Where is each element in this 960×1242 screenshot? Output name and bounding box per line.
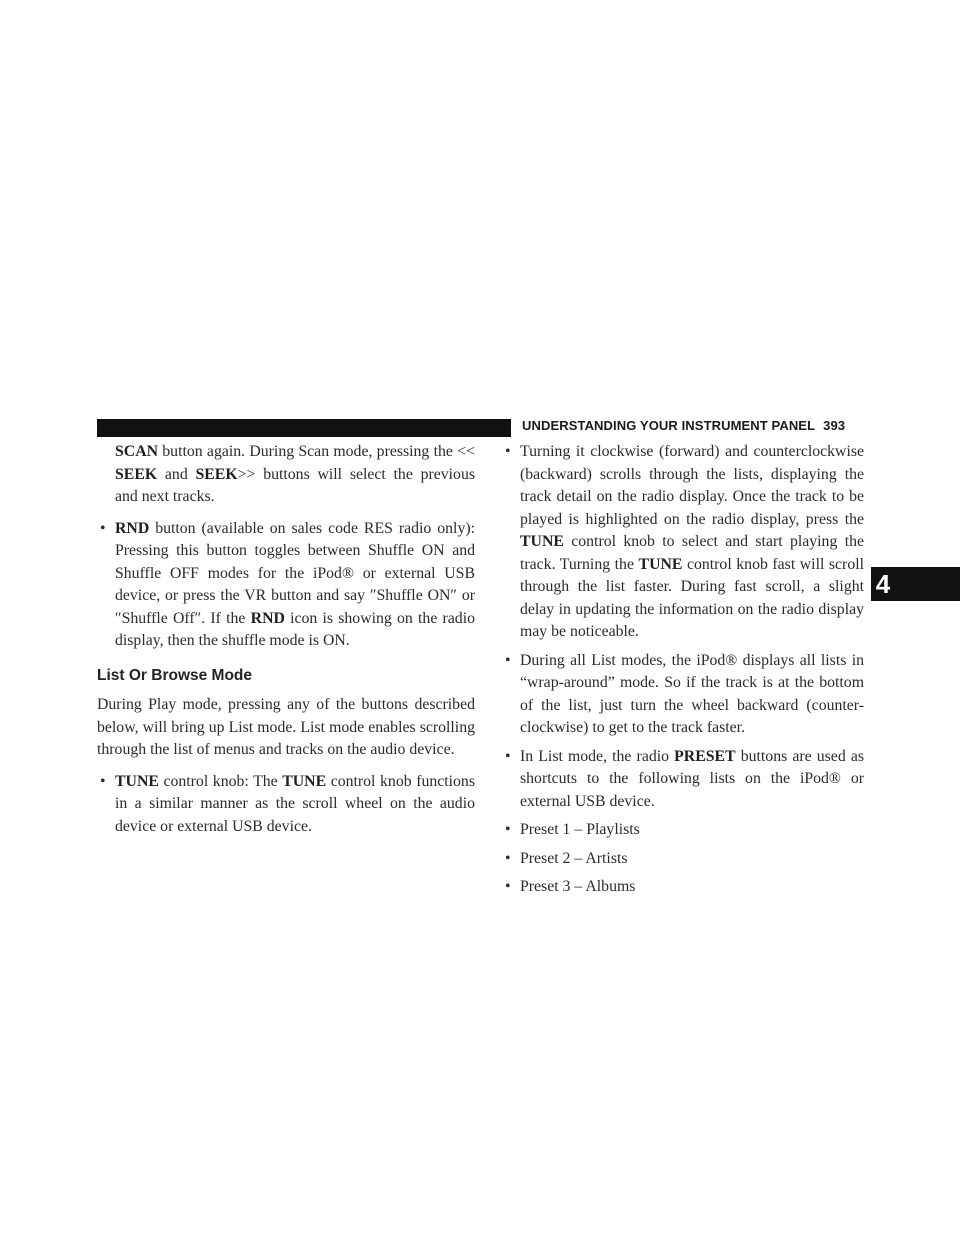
seek-term-1: SEEK — [115, 465, 158, 483]
tune-term-1: TUNE — [115, 772, 159, 790]
turning-text-1: Turning it clockwise (forward) and counterclockwise (backward) scrolls through the lists, displaying the track detail on the radio display. Once the track to be played is highlighted on the radio display, press the — [520, 443, 864, 528]
header-title: UNDERSTANDING YOUR INSTRUMENT PANEL — [522, 418, 816, 433]
bullet-dot: • — [100, 519, 106, 537]
wrap-around-bullet-item — [502, 650, 864, 740]
rnd-text-2: icon is showing on the radio display, then the shuffle mode is ON. — [115, 609, 475, 649]
preset-text-2: buttons are used as shortcuts to the following lists on the iPod® or external USB device. — [520, 747, 864, 810]
bullet-dot: • — [505, 747, 511, 765]
tune-term-4: TUNE — [638, 555, 683, 573]
list-item — [502, 876, 864, 899]
left-column — [97, 441, 475, 838]
turning-bullet-item — [502, 441, 864, 644]
tune-term-2: TUNE — [282, 772, 327, 790]
turning-text-2: control knob to select and start playing the track. Turning the — [520, 533, 864, 573]
chapter-tab — [871, 567, 960, 601]
preset-3-text: Preset 3 – Albums — [520, 878, 636, 895]
bullet-dot: • — [505, 443, 511, 460]
header-rule — [97, 419, 511, 437]
page-number: 393 — [823, 418, 846, 433]
rnd-bullet-item — [97, 518, 475, 653]
right-column — [502, 441, 864, 899]
turning-text-3: control knob fast will scroll through the list faster. During fast scroll, a slight delay in updating the information on the radio display may be noticeable. — [520, 555, 864, 640]
preset-term: PRESET — [674, 747, 736, 765]
chapter-number: 4 — [875, 569, 891, 599]
list-item — [502, 848, 864, 871]
rnd-term-1: RND — [115, 519, 150, 537]
section-heading: List Or Browse Mode — [97, 666, 253, 684]
rnd-term-2: RND — [250, 609, 285, 627]
preset-bullet-item — [502, 746, 864, 814]
scan-continuation-paragraph — [97, 441, 475, 509]
rnd-text-1: button (available on sales code RES radio only): Pressing this button toggles between Shuffle ON and Shuffle OFF modes for the iPod® or external USB device, or press the VR button and say ″Shuffle ON″ or ″Shuffle Off″. If the — [115, 519, 475, 627]
scan-text-1: button again. During Scan mode, pressing the << — [158, 443, 475, 460]
preset-1-text: Preset 1 – Playlists — [520, 821, 640, 838]
scan-text-2: and — [157, 465, 196, 483]
bullet-dot: • — [505, 849, 511, 867]
seek-term-2: SEEK — [195, 465, 238, 483]
tune-term-3: TUNE — [520, 533, 564, 550]
wrap-text: During all List modes, the iPod® displays all lists in “wrap-around” mode. So if the track is at the bottom of the list, just turn the wheel backward (counter-clockwise) to get to the track faster. — [520, 651, 864, 736]
preset-2-text: Preset 2 – Artists — [520, 849, 628, 867]
bullet-dot: • — [505, 651, 511, 669]
list-item — [502, 819, 864, 842]
scan-text-3: >> buttons will select the previous and next tracks. — [115, 465, 475, 505]
tune-text-2: control knob functions in a similar manner as the scroll wheel on the audio device or external USB device. — [115, 772, 475, 835]
list-mode-intro-paragraph: During Play mode, pressing any of the buttons described below, will bring up List mode. List mode enables scrolling through the list of menus and tracks on the audio device. — [97, 696, 475, 758]
bullet-dot: • — [100, 772, 106, 790]
scan-term: SCAN — [115, 443, 159, 460]
tune-text-1: control knob: The — [158, 772, 283, 790]
preset-text-1: In List mode, the radio — [520, 747, 675, 765]
bullet-dot: • — [505, 821, 511, 838]
tune-bullet-item — [97, 771, 475, 839]
running-header — [522, 418, 845, 433]
bullet-dot: • — [505, 878, 511, 895]
